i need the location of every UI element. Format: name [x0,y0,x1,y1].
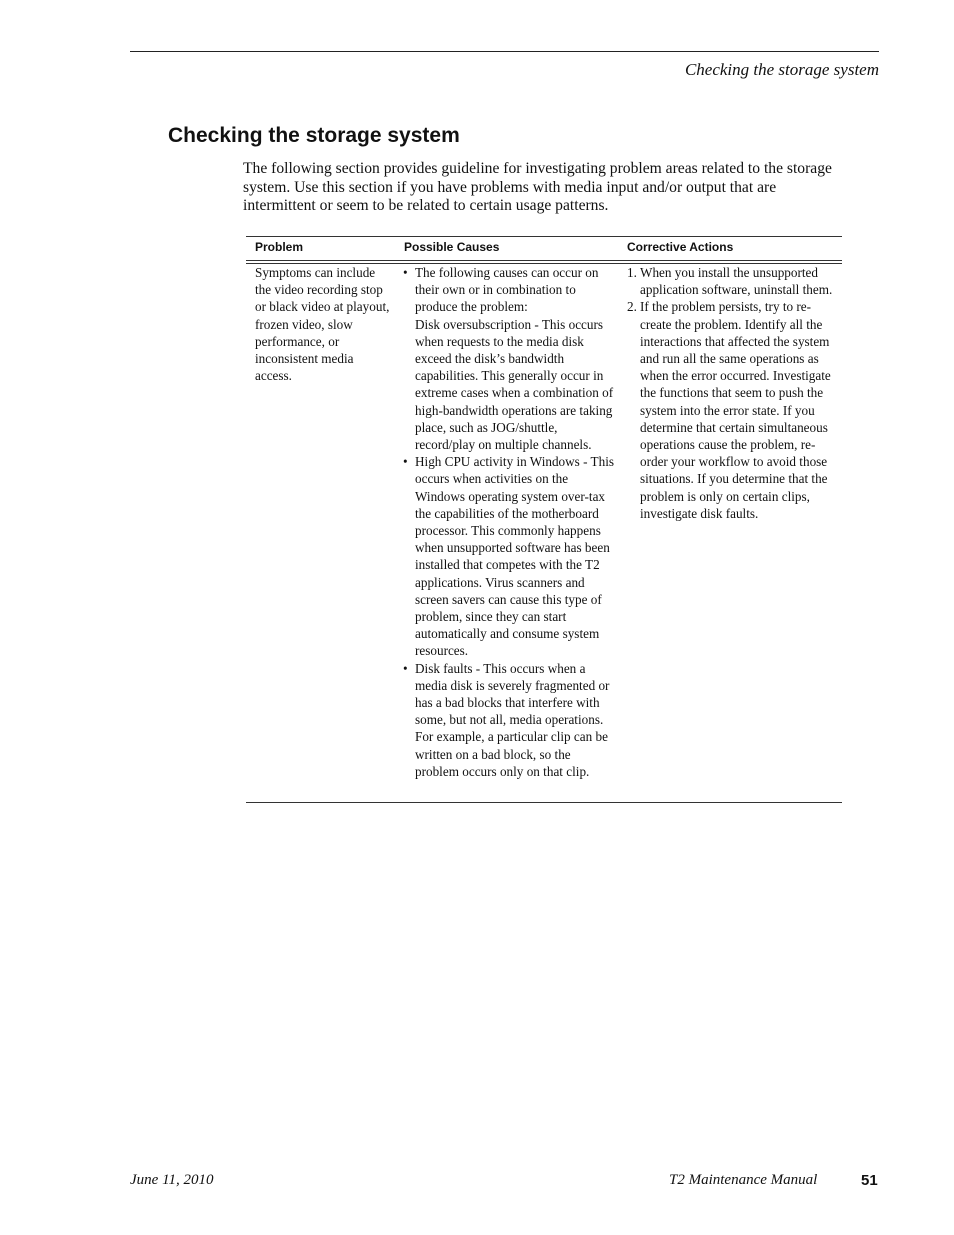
cause-item [403,264,617,453]
cause-text: The following causes can occur on their own or in combination to produce the problem: [415,265,599,315]
header-possible-causes: Possible Causes [404,240,500,254]
cell-corrective-actions [627,264,839,522]
footer-manual-title: T2 Maintenance Manual [669,1172,818,1188]
section-title: Checking the storage system [168,124,460,147]
cell-possible-causes [403,264,617,780]
header-rule [130,51,879,52]
cause-item [403,660,617,780]
page-number: 51 [861,1172,878,1189]
cause-text: Disk faults - This occurs when a media disk is severely fragmented or has a bad blocks that interfere with some, but not all, media operations. For example, a particular clip can be written on a bad block, so the problem occurs only on that clip. [415,660,610,779]
cell-problem [255,264,393,384]
running-header: Checking the storage system [684,60,879,79]
action-item [627,298,839,522]
intro-paragraph: The following section provides guideline for investigating problem areas related to the storage system. Use this section if you have problems with media input and/or output that are intermittent or seem to be related to certain usage patterns. [243,160,832,215]
cause-item [403,453,617,659]
footer-date: June 11, 2010 [130,1172,214,1188]
bullet-marker: • [403,660,408,676]
cause-subtext: Disk oversubscription - This occurs when requests to the media disk exceed the disk’s bandwidth capabilities. This generally occur in extreme cases when a combination of high-bandwidth operations are taking place, such as JOG/shuttle, record/play on multiple channels. [415,316,614,453]
table-top-rule [246,236,842,237]
actions-list [627,264,839,522]
causes-list [403,264,617,780]
table-bottom-rule [246,802,842,803]
action-text: If the problem persists, try to re-create the problem. Identify all the interactions that affected the system and run all the same operations as when the error occurred. Investigate the functions that seem to push the system into the error state. If you determine that certain simultaneous operations cause the problem, re-order your workflow to avoid those situations. If you determine that the problem is only on certain clips, investigate disk faults. [640,299,831,521]
action-number: 1. [627,265,637,280]
problem-text: Symptoms can include the video recording stop or black video at playout, frozen video, slow performance, or inconsistent media access. [255,265,390,384]
action-text: When you install the unsupported application software, uninstall them. [640,265,833,298]
header-corrective-actions: Corrective Actions [627,240,734,254]
header-problem: Problem [255,240,304,254]
cause-text: High CPU activity in Windows - This occurs when activities on the Windows operating system over-tax the capabilities of the motherboard processor. This commonly happens when unsupported software has been installed that competes with the T2 applications. Virus scanners and screen savers can cause this type of problem, since they can start automatically and consume system resources. [415,454,614,659]
action-item [627,264,839,298]
action-number: 2. [627,299,637,315]
bullet-marker: • [403,454,408,470]
bullet-marker: • [403,265,408,280]
